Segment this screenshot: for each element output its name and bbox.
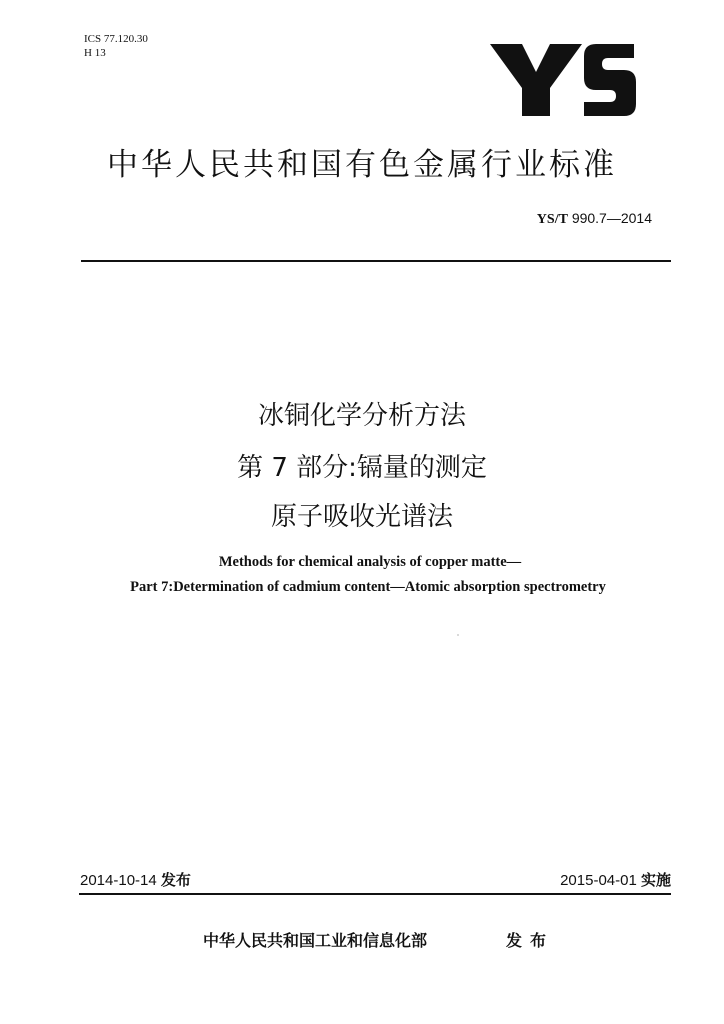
english-title-line-2: Part 7:Determination of cadmium content—Atomic absorption spectrometry (130, 579, 606, 595)
standard-number-value: 990.7—2014 (571, 210, 652, 226)
english-title-line-1: Methods for chemical analysis of copper matte— (218, 554, 522, 570)
implementation-date-value: 2015-04-01 (560, 872, 637, 889)
header-divider (81, 260, 671, 262)
footer-divider (79, 893, 671, 895)
ys-logo (484, 30, 644, 120)
scan-speck (457, 634, 459, 636)
chinese-title-line-2: 第 7 部分:镉量的测定 (237, 453, 487, 483)
classification-codes (84, 32, 148, 60)
standard-number (537, 210, 652, 228)
issue-date-label: 发布 (160, 871, 191, 889)
implementation-date-label: 实施 (640, 871, 671, 889)
chinese-title-line-3: 原子吸收光谱法 (270, 502, 453, 532)
issue-date (80, 869, 191, 890)
issuing-authority: 中华人民共和国工业和信息化部 (203, 931, 428, 950)
standard-number-prefix: YS/T (536, 212, 568, 227)
chinese-title-line-1: 冰铜化学分析方法 (257, 401, 466, 431)
logo-letter-y (490, 44, 582, 116)
logo-letter-s (584, 44, 636, 116)
standard-category-title: 中华人民共和国有色金属行业标准 (107, 147, 617, 183)
ics-code: ICS 77.120.30 (84, 33, 148, 45)
issue-date-value: 2014-10-14 (80, 872, 157, 889)
publish-label: 发布 (506, 931, 555, 950)
implementation-date (560, 869, 671, 890)
ccs-code: H 13 (84, 47, 106, 59)
